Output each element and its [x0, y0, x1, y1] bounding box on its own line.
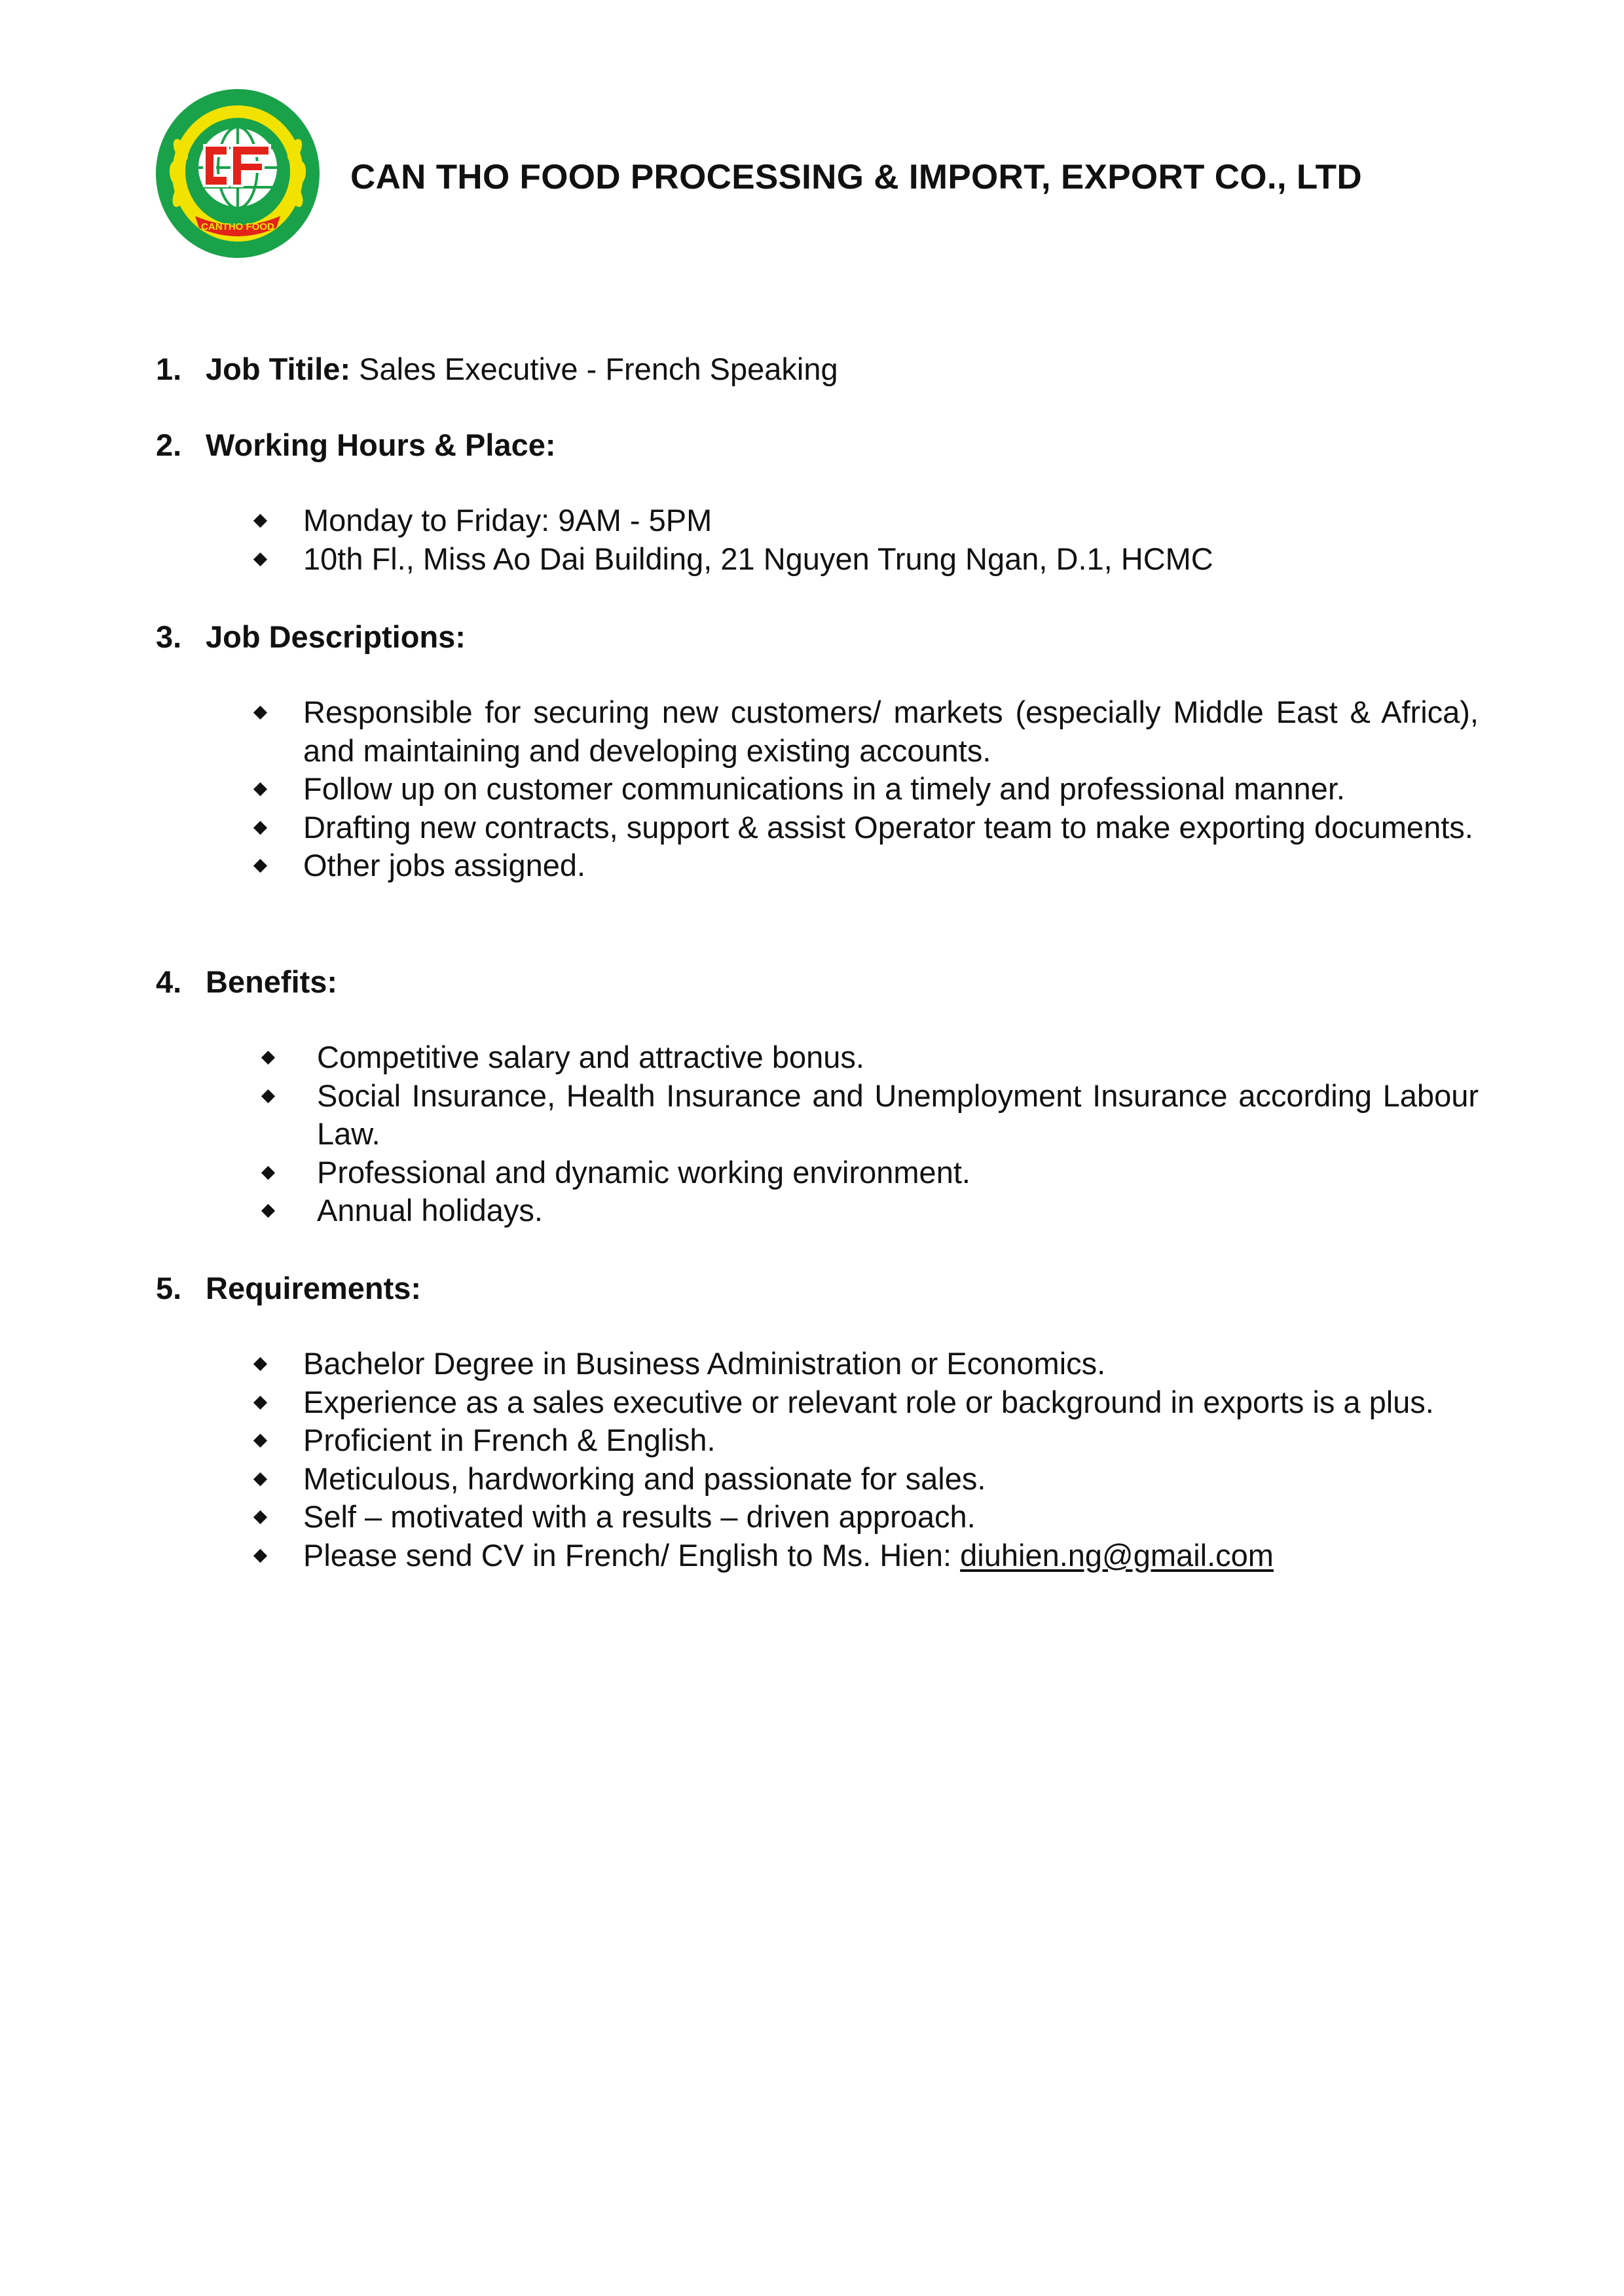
- section-title: Benefits:: [206, 964, 338, 999]
- section-number: 3.: [156, 619, 182, 654]
- list-item-send-cv: [156, 1537, 1479, 1575]
- section-heading: [156, 426, 1479, 465]
- list-item: 10th Fl., Miss Ao Dai Building, 21 Nguyen Trung Ngan, D.1, HCMC: [156, 540, 1479, 579]
- section-number: 1.: [156, 352, 182, 386]
- diamond-bullet-icon: [253, 1357, 267, 1371]
- section-number: 2.: [156, 428, 182, 462]
- section-title: Requirements:: [206, 1271, 422, 1305]
- section-job-descriptions: [156, 617, 1479, 885]
- list-item: Competitive salary and attractive bonus.: [156, 1038, 1479, 1077]
- diamond-bullet-icon: [253, 782, 267, 796]
- diamond-bullet-icon: [261, 1089, 275, 1102]
- section-title: Job Descriptions:: [206, 619, 466, 654]
- section-heading: [156, 617, 1479, 657]
- company-logo: [155, 88, 321, 259]
- list-item: Self – motivated with a results – driven approach.: [156, 1498, 1479, 1537]
- list-item: Proficient in French & English.: [156, 1421, 1479, 1460]
- diamond-bullet-icon: [253, 1510, 267, 1524]
- company-name: CAN THO FOOD PROCESSING & IMPORT, EXPORT CO., LTD: [350, 158, 1362, 196]
- section-requirements: [156, 1269, 1479, 1575]
- diamond-bullet-icon: [253, 1395, 267, 1409]
- section-heading: [156, 1269, 1479, 1308]
- diamond-bullet-icon: [253, 1472, 267, 1485]
- bullet-list: [156, 1345, 1479, 1575]
- list-item: Drafting new contracts, support & assist Operator team to make exporting documents.: [156, 809, 1479, 847]
- diamond-bullet-icon: [261, 1051, 275, 1065]
- cv-instruction: Please send CV in French/ English to Ms. Hien:: [303, 1537, 961, 1573]
- section-title: Job Titile:: [206, 352, 351, 386]
- list-item: Professional and dynamic working environment.: [156, 1154, 1479, 1192]
- list-item: Annual holidays.: [156, 1192, 1479, 1230]
- list-item: Social Insurance, Health Insurance and Unemployment Insurance according Labour Law.: [156, 1077, 1479, 1154]
- diamond-bullet-icon: [253, 859, 267, 873]
- section-job-title: [156, 350, 1479, 389]
- contact-email-link[interactable]: diuhien.ng@gmail.com: [960, 1537, 1274, 1573]
- section-title: Working Hours & Place:: [206, 428, 556, 462]
- section-number: 4.: [156, 964, 182, 999]
- diamond-bullet-icon: [253, 514, 267, 528]
- diamond-bullet-icon: [253, 706, 267, 720]
- list-item: Meticulous, hardworking and passionate for sales.: [156, 1460, 1479, 1499]
- bullet-list: [156, 1038, 1479, 1230]
- diamond-bullet-icon: [253, 820, 267, 834]
- diamond-bullet-icon: [261, 1165, 275, 1179]
- bullet-list: [156, 693, 1479, 885]
- bullet-list: [156, 501, 1479, 578]
- section-number: 5.: [156, 1271, 182, 1305]
- section-heading: [156, 962, 1479, 1002]
- logo-caption: CANTHO FOOD: [201, 221, 274, 232]
- diamond-bullet-icon: [253, 1434, 267, 1448]
- list-item: Follow up on customer communications in a timely and professional manner.: [156, 770, 1479, 809]
- diamond-bullet-icon: [253, 1548, 267, 1562]
- list-item: Monday to Friday: 9AM - 5PM: [156, 501, 1479, 540]
- list-item: Bachelor Degree in Business Administration or Economics.: [156, 1345, 1479, 1383]
- list-item: Other jobs assigned.: [156, 847, 1479, 885]
- section-working-hours: [156, 426, 1479, 578]
- job-title-value: Sales Executive - French Speaking: [350, 352, 838, 386]
- diamond-bullet-icon: [261, 1204, 275, 1218]
- section-benefits: [156, 962, 1479, 1230]
- diamond-bullet-icon: [253, 552, 267, 566]
- list-item: Experience as a sales executive or relevant role or background in exports is a plus.: [156, 1383, 1479, 1422]
- list-item: Responsible for securing new customers/ markets (especially Middle East & Africa), and maintaining and developing existing accounts.: [156, 693, 1479, 770]
- section-heading: [156, 350, 1479, 389]
